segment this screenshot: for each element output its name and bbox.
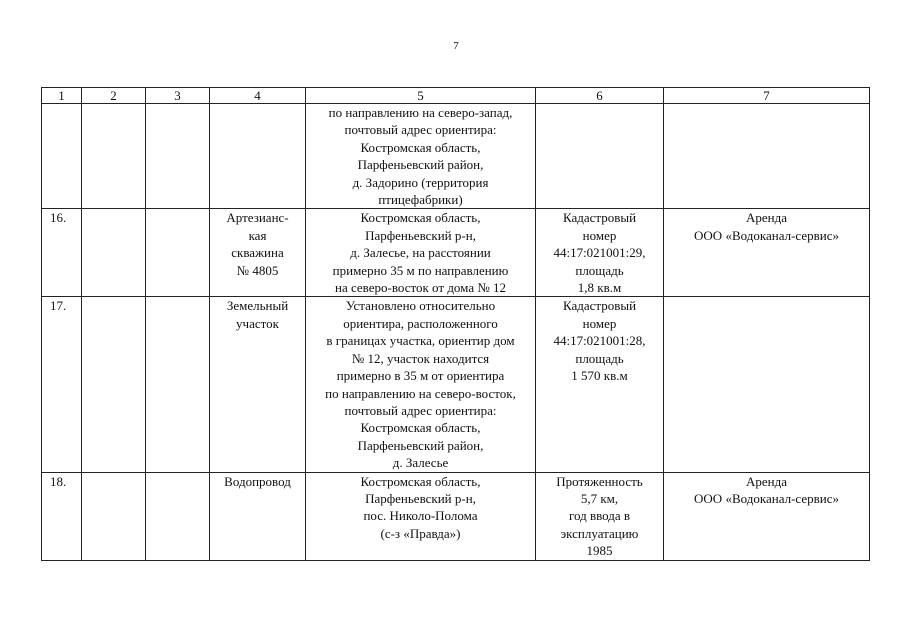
cell-text-line: 44:17:021001:28, bbox=[553, 333, 646, 349]
cell-text-line: ООО «Водоканал-сервис» bbox=[694, 490, 839, 506]
encumbrance-cell bbox=[664, 104, 870, 209]
cell-text-line: на северо-восток от дома № 12 bbox=[335, 280, 506, 296]
cell-text-line: птицефабрики) bbox=[378, 192, 463, 208]
column-2-cell bbox=[82, 472, 146, 560]
cell-text-line: почтовый адрес ориентира: bbox=[344, 122, 497, 138]
cell-text-line: ориентира, расположенного bbox=[343, 315, 498, 331]
column-header: 4 bbox=[210, 88, 306, 104]
encumbrance-cell bbox=[664, 209, 870, 297]
address-cell bbox=[306, 104, 536, 209]
cell-text-line: площадь bbox=[575, 350, 624, 366]
encumbrance-cell bbox=[664, 297, 870, 472]
object-name-cell bbox=[210, 209, 306, 297]
cell-text-line: эксплуатацию bbox=[560, 525, 639, 541]
column-header: 5 bbox=[306, 88, 536, 104]
cell-text-line: Парфеньевский р-н, bbox=[365, 490, 476, 506]
cell-text-line: номер bbox=[582, 315, 617, 331]
row-number-cell bbox=[42, 104, 82, 209]
cell-text-line: д. Залесье, на расстоянии bbox=[350, 245, 491, 261]
object-name-cell bbox=[210, 297, 306, 472]
cell-text-line: 1,8 кв.м bbox=[577, 280, 622, 296]
column-header: 7 bbox=[664, 88, 870, 104]
row-number-cell bbox=[42, 472, 82, 560]
encumbrance-cell bbox=[664, 472, 870, 560]
cell-text-line: Костромская область, bbox=[360, 139, 481, 155]
cell-text-line: Костромская область, bbox=[360, 420, 481, 436]
cell-text-line: Кадастровый bbox=[562, 298, 637, 314]
object-name-cell bbox=[210, 104, 306, 209]
cell-text-line: 1 570 кв.м bbox=[571, 368, 628, 384]
cell-text-line: ООО «Водоканал-сервис» bbox=[694, 227, 839, 243]
column-2-cell bbox=[82, 209, 146, 297]
cell-text-line: по направлению на северо-восток, bbox=[325, 385, 516, 401]
page-number: 7 bbox=[453, 40, 459, 52]
cell-text-line: Установлено относительно bbox=[345, 298, 496, 314]
cell-text-line: номер bbox=[582, 227, 617, 243]
table-header-row bbox=[42, 88, 870, 104]
cell-text-line: примерно 35 м по направлению bbox=[332, 262, 509, 278]
cell-text-line: почтовый адрес ориентира: bbox=[344, 402, 497, 418]
cell-text-line: 1985 bbox=[586, 543, 613, 559]
table-row bbox=[42, 104, 870, 209]
column-header: 2 bbox=[82, 88, 146, 104]
cell-text-line: Парфеньевский р-н, bbox=[365, 227, 476, 243]
address-cell bbox=[306, 472, 536, 560]
column-2-cell bbox=[82, 104, 146, 209]
cell-text-line: Парфеньевский район, bbox=[357, 437, 484, 453]
address-cell bbox=[306, 209, 536, 297]
characteristics-cell bbox=[536, 472, 664, 560]
cell-text-line: пос. Николо-Полома bbox=[363, 508, 478, 524]
column-3-cell bbox=[146, 209, 210, 297]
cell-text: 17. bbox=[50, 298, 67, 314]
characteristics-cell bbox=[536, 209, 664, 297]
column-header: 6 bbox=[536, 88, 664, 104]
column-header: 1 bbox=[42, 88, 82, 104]
object-name-cell bbox=[210, 472, 306, 560]
column-3-cell bbox=[146, 104, 210, 209]
table-row bbox=[42, 209, 870, 297]
cell-text-line: (с-з «Правда») bbox=[380, 525, 461, 541]
characteristics-cell bbox=[536, 104, 664, 209]
cell-text-line: Аренда bbox=[746, 210, 787, 226]
cell-text-line: год ввода в bbox=[568, 508, 631, 524]
cell-text-line: Водопровод bbox=[224, 473, 291, 489]
cell-text-line: в границах участка, ориентир дом bbox=[326, 333, 515, 349]
cell-text-line: примерно в 35 м от ориентира bbox=[336, 368, 505, 384]
cell-text-line: Костромская область, bbox=[360, 473, 481, 489]
cell-text: 18. bbox=[50, 473, 67, 489]
cell-text-line: по направлению на северо-запад, bbox=[328, 105, 513, 120]
cell-text-line: скважина bbox=[231, 245, 284, 261]
cell-text-line: кая bbox=[248, 227, 267, 243]
table-row bbox=[42, 472, 870, 560]
cell-text-line: 5,7 км, bbox=[580, 490, 619, 506]
row-number-cell bbox=[42, 297, 82, 472]
cell-text-line: Артезианс- bbox=[226, 210, 289, 226]
column-2-cell bbox=[82, 297, 146, 472]
column-3-cell bbox=[146, 472, 210, 560]
cell-text-line: 44:17:021001:29, bbox=[553, 245, 646, 261]
row-number-cell bbox=[42, 209, 82, 297]
table-row bbox=[42, 297, 870, 472]
property-registry-table bbox=[41, 87, 870, 561]
characteristics-cell bbox=[536, 297, 664, 472]
cell-text-line: площадь bbox=[575, 262, 624, 278]
cell-text-line: Земельный bbox=[226, 298, 289, 314]
cell-text-line: д. Задорино (территория bbox=[352, 174, 489, 190]
table-body bbox=[42, 104, 870, 561]
cell-text: 16. bbox=[50, 210, 67, 226]
cell-text-line: д. Залесье bbox=[392, 455, 449, 471]
cell-text-line: № 4805 bbox=[236, 262, 279, 278]
cell-text-line: участок bbox=[236, 315, 279, 331]
column-3-cell bbox=[146, 297, 210, 472]
cell-text-line: Протяженность bbox=[556, 473, 643, 489]
address-cell bbox=[306, 297, 536, 472]
cell-text-line: Кадастровый bbox=[562, 210, 637, 226]
cell-text-line: Аренда bbox=[746, 473, 787, 489]
cell-text-line: Парфеньевский район, bbox=[357, 157, 484, 173]
cell-text-line: Костромская область, bbox=[360, 210, 481, 226]
column-header: 3 bbox=[146, 88, 210, 104]
cell-text-line: № 12, участок находится bbox=[351, 350, 490, 366]
